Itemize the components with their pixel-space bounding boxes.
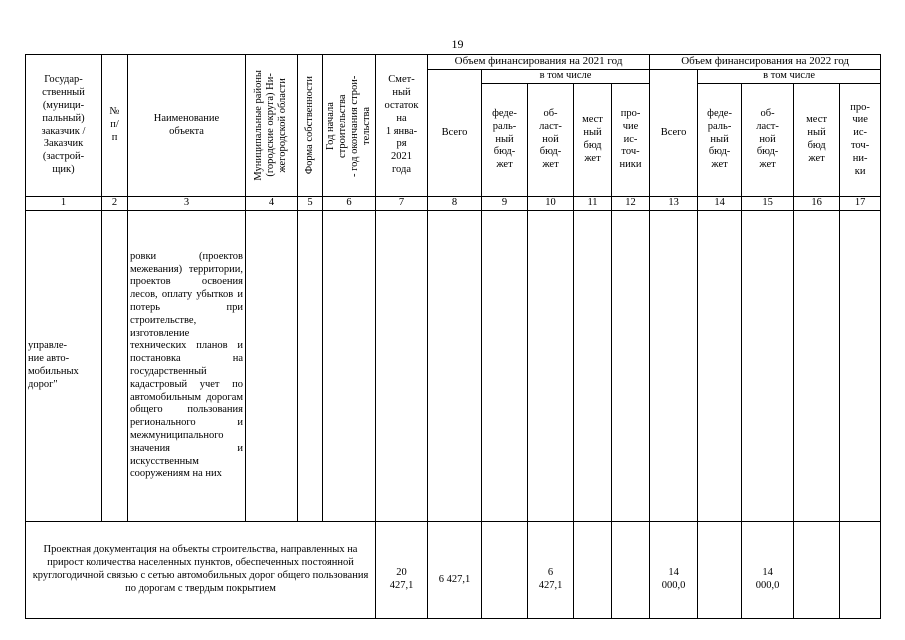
column-number: 2: [102, 197, 128, 211]
header-ownership-text: Форма собственности: [303, 76, 315, 175]
header-customer: Государ- ственный (муници- пальный) заказчик / Заказчик (застрой- щик): [26, 55, 102, 197]
summary-total-2022: 14 000,0: [650, 522, 698, 619]
summary-other-2021: [612, 522, 650, 619]
column-number: 5: [298, 197, 323, 211]
column-number: 9: [482, 197, 528, 211]
column-number: 11: [574, 197, 612, 211]
header-years-text: Год начала строительства - год окончания строи- тельства: [324, 74, 373, 177]
summary-description: Проектная документация на объекты строительства, направленных на прирост количества населенных пунктов, обеспеченных постоянной круглогодичной связью с сетью автомобильных дорог общего пользования по дорогам с твердым покрытием: [26, 522, 376, 619]
row-federal-2021: [482, 211, 528, 522]
header-local-2021: мест ный бюд жет: [574, 84, 612, 197]
row-customer: управле- ние авто- мобильных дорог": [26, 211, 102, 522]
header-number: № п/ п: [102, 55, 128, 197]
row-object-name: ровки (проектов межевания) территории, проектов освоения лесов, оплату убытков и потерь при строительстве, изготовление технических планов и постановка на государственный кадастровый учет по автомобильным дорогам общего пользования регионального и межмуниципального значения и искусственным сооружениям на них: [128, 211, 246, 522]
header-total-2022: Всего: [650, 70, 698, 197]
summary-regional-2022: 14 000,0: [742, 522, 794, 619]
header-other-2021: про- чие ис- точ- ники: [612, 84, 650, 197]
column-number: 4: [246, 197, 298, 211]
header-federal-2021: феде- раль- ный бюд- жет: [482, 84, 528, 197]
header-other-2022: про- чие ис- точ- ни- ки: [840, 84, 881, 197]
column-number: 10: [528, 197, 574, 211]
column-number-row: [26, 197, 881, 211]
row-regional-2022: [742, 211, 794, 522]
column-number: 12: [612, 197, 650, 211]
column-number: 15: [742, 197, 794, 211]
summary-estimate-balance: 20 427,1: [376, 522, 428, 619]
header-funding-2022: Объем финансирования на 2022 год: [650, 55, 881, 70]
financing-table: [25, 54, 881, 619]
column-number: 7: [376, 197, 428, 211]
header-years: [323, 55, 376, 197]
header-object-name: Наименование объекта: [128, 55, 246, 197]
row-estimate-balance: [376, 211, 428, 522]
row-ownership: [298, 211, 323, 522]
header-federal-2022: феде- раль- ный бюд- жет: [698, 84, 742, 197]
column-number: 1: [26, 197, 102, 211]
row-number: [102, 211, 128, 522]
summary-row: [26, 522, 881, 619]
column-number: 17: [840, 197, 881, 211]
row-local-2021: [574, 211, 612, 522]
row-local-2022: [794, 211, 840, 522]
column-number: 8: [428, 197, 482, 211]
row-federal-2022: [698, 211, 742, 522]
header-funding-2021: Объем финансирования на 2021 год: [428, 55, 650, 70]
column-number: 3: [128, 197, 246, 211]
row-total-2022: [650, 211, 698, 522]
table-row: [26, 211, 881, 522]
header-estimate-balance: Смет- ный остаток на 1 янва- ря 2021 года: [376, 55, 428, 197]
summary-federal-2021: [482, 522, 528, 619]
summary-local-2022: [794, 522, 840, 619]
summary-federal-2022: [698, 522, 742, 619]
summary-total-2021: 6 427,1: [428, 522, 482, 619]
row-regional-2021: [528, 211, 574, 522]
summary-other-2022: [840, 522, 881, 619]
row-total-2021: [428, 211, 482, 522]
column-number: 6: [323, 197, 376, 211]
column-number: 14: [698, 197, 742, 211]
page-number: 19: [451, 37, 464, 51]
header-regional-2021: об- ласт- ной бюд- жет: [528, 84, 574, 197]
summary-regional-2021: 6 427,1: [528, 522, 574, 619]
header-districts: [246, 55, 298, 197]
header-ownership: [298, 55, 323, 197]
header-including-2021: в том числе: [482, 70, 650, 84]
column-number: 13: [650, 197, 698, 211]
row-districts: [246, 211, 298, 522]
header-local-2022: мест ный бюд жет: [794, 84, 840, 197]
header-districts-text: Муниципальные районы (городские округа) Ни- жегородской области: [253, 70, 289, 181]
summary-local-2021: [574, 522, 612, 619]
column-number: 16: [794, 197, 840, 211]
row-other-2021: [612, 211, 650, 522]
row-years: [323, 211, 376, 522]
header-including-2022: в том числе: [698, 70, 881, 84]
header-regional-2022: об- ласт- ной бюд- жет: [742, 84, 794, 197]
row-other-2022: [840, 211, 881, 522]
header-total-2021: Всего: [428, 70, 482, 197]
